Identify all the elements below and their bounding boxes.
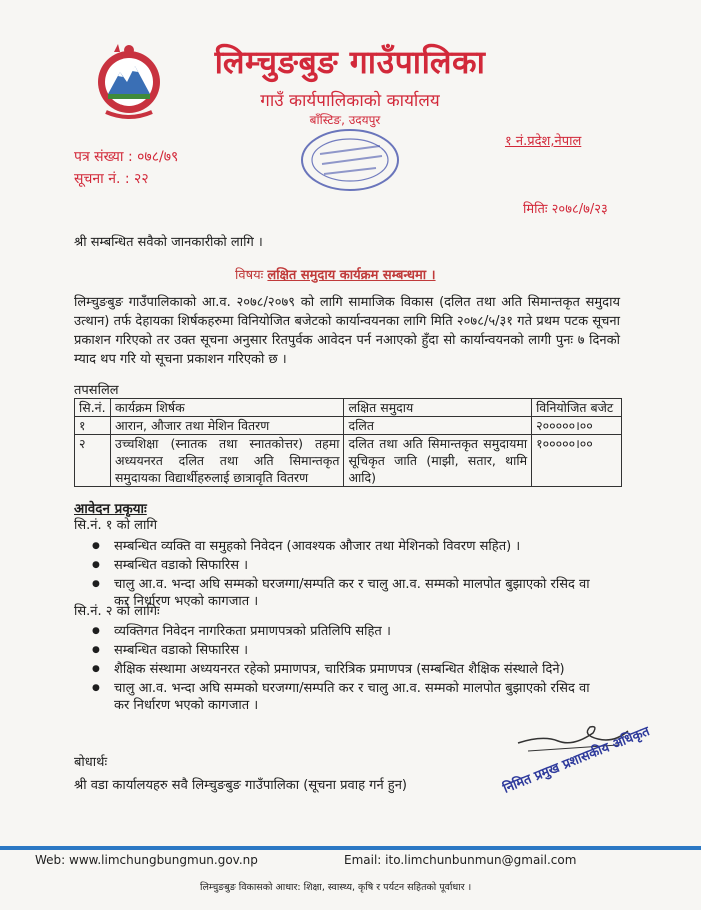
col-header-sn: सि.नं. [75, 399, 111, 417]
procedure-title: आवेदन प्रकृयाः [74, 501, 147, 517]
footer-email: Email: ito.limchunbunmun@gmail.com [344, 853, 577, 867]
table-header-row [75, 399, 622, 417]
list-item: ● सम्बन्धित वडाको सिफारिस । [92, 642, 592, 659]
notice-body: लिम्चुङबुङ गाउँपालिकाको आ.व. २०७८/२०७९ को लागि सामाजिक विकास (दलित तथा अति सिमान्तकृत समुदाय उत्थान) तर्फ देहायका शिर्षकहरुमा विनियोजित बजेटको कार्यान्वयनका लागि मिति २०७८/५/३१ गते प्रथम पटक सूचना प्रकाशन गरिएको तर उक्त सूचना अनुसार रितपुर्वक आवेदन पर्न नआएको हुँदा सो कार्यान्वयनको लागी पुनः ७ दिनको म्याद थप गरि यो सूचना प्रकाशन गरिएको छ । [74, 295, 620, 367]
table-cell-community: दलित [344, 417, 532, 435]
office-stamp-icon [298, 124, 403, 196]
subject-text: लक्षित समुदाय कार्यक्रम सम्बन्धमा । [267, 268, 436, 283]
table-cell-sn: २ [75, 435, 111, 487]
table-cell-program: आरान, औजार तथा मेशिन वितरण [110, 417, 343, 435]
table-cell-community: दलित तथा अति सिमान्तकृत समुदायमा सूचिकृत जाति (माझी, सतार, थामि आदि) [344, 435, 532, 487]
footer-divider [0, 846, 701, 850]
municipality-title: लिम्चुङबुङ गाउँपालिका [214, 43, 486, 81]
list-item: ● सम्बन्धित व्यक्ति वा समुहको निवेदन (आवश्यक औजार तथा मेशिनको विवरण सहित) । [92, 538, 592, 555]
program-table [74, 398, 622, 487]
recipients-text: श्री वडा कार्यालयहरु सवै लिम्चुङबुङ गाउँपालिका (सूचना प्रवाह गर्न हुन) [74, 778, 407, 793]
recipients-label: बोधार्थः [74, 755, 108, 770]
list-item: ● शैक्षिक संस्थामा अध्ययनरत रहेको प्रमाणपत्र, चारित्रिक प्रमाणपत्र (सम्बन्धित शैक्षिक संस्थाले दिने) [92, 661, 592, 678]
subject-label: विषयः [235, 268, 264, 283]
group1-label: सि.नं. १ को लागि [74, 518, 158, 533]
table-row [75, 435, 622, 487]
table-cell-budget: १०००००।०० [532, 435, 622, 487]
subject-line [235, 265, 436, 283]
details-label: तपसलिल [74, 383, 119, 398]
footer-website: Web: www.limchungbungmun.gov.np [35, 853, 258, 867]
list-item: ● चालु आ.व. भन्दा अघि सम्मको घरजग्गा/सम्पति कर र चालु आ.व. सम्मको मालपोत बुझाएको रसिद वा कर निर्धारण भएको कागजात । [92, 680, 592, 714]
group2-list [92, 623, 592, 716]
col-header-community: लक्षित समुदाय [344, 399, 532, 417]
group1-list [92, 538, 592, 612]
letter-number: पत्र संख्या : ०७८/७९ [74, 149, 179, 165]
list-item: ● सम्बन्धित वडाको सिफारिस । [92, 557, 592, 574]
col-header-budget: विनियोजित बजेट [532, 399, 622, 417]
table-cell-sn: १ [75, 417, 111, 435]
addressee-line: श्री सम्बन्धित सवैको जानकारीको लागि । [74, 235, 263, 250]
issue-date: मितिः २०७८/७/२३ [523, 202, 608, 217]
table-row [75, 417, 622, 435]
list-item: ● व्यक्तिगत निवेदन नागरिकता प्रमाणपत्रको प्रतिलिपि सहित । [92, 623, 592, 640]
col-header-program: कार्यक्रम शिर्षक [110, 399, 343, 417]
list-item: ● चालु आ.व. भन्दा अघि सम्मको घरजग्गा/सम्पति कर र चालु आ.व. सम्मको मालपोत बुझाएको रसिद वा कर निर्धारण भएको कागजात । [92, 576, 592, 610]
municipality-emblem-icon [94, 42, 164, 120]
office-location: बाँस्टिङ, उदयपुर [309, 113, 381, 127]
footer-tagline: लिम्चुङबुङ विकासको आधार: शिक्षा, स्वास्थ्य, कृषि र पर्यटन सहितको पूर्वाधार । [200, 882, 472, 893]
province-label: १ नं.प्रदेश,नेपाल [505, 134, 582, 149]
table-cell-program: उच्चशिक्षा (स्नातक तथा स्नातकोत्तर) तहमा अध्ययनरत दलित तथा अति सिमान्तकृत समुदायका विद्यार्थीहरुलाई छात्रावृति वितरण [110, 435, 343, 487]
notice-number: सूचना नं. : २२ [74, 171, 149, 187]
signatory-stamp: निमित प्रमुख प्रशासकीय अधिकृत [501, 724, 652, 797]
table-cell-budget: २०००००।०० [532, 417, 622, 435]
group2-label: सि.नं. २ को लागिः [74, 604, 160, 619]
office-subtitle: गाउँ कार्यपालिकाको कार्यालय [260, 91, 440, 111]
